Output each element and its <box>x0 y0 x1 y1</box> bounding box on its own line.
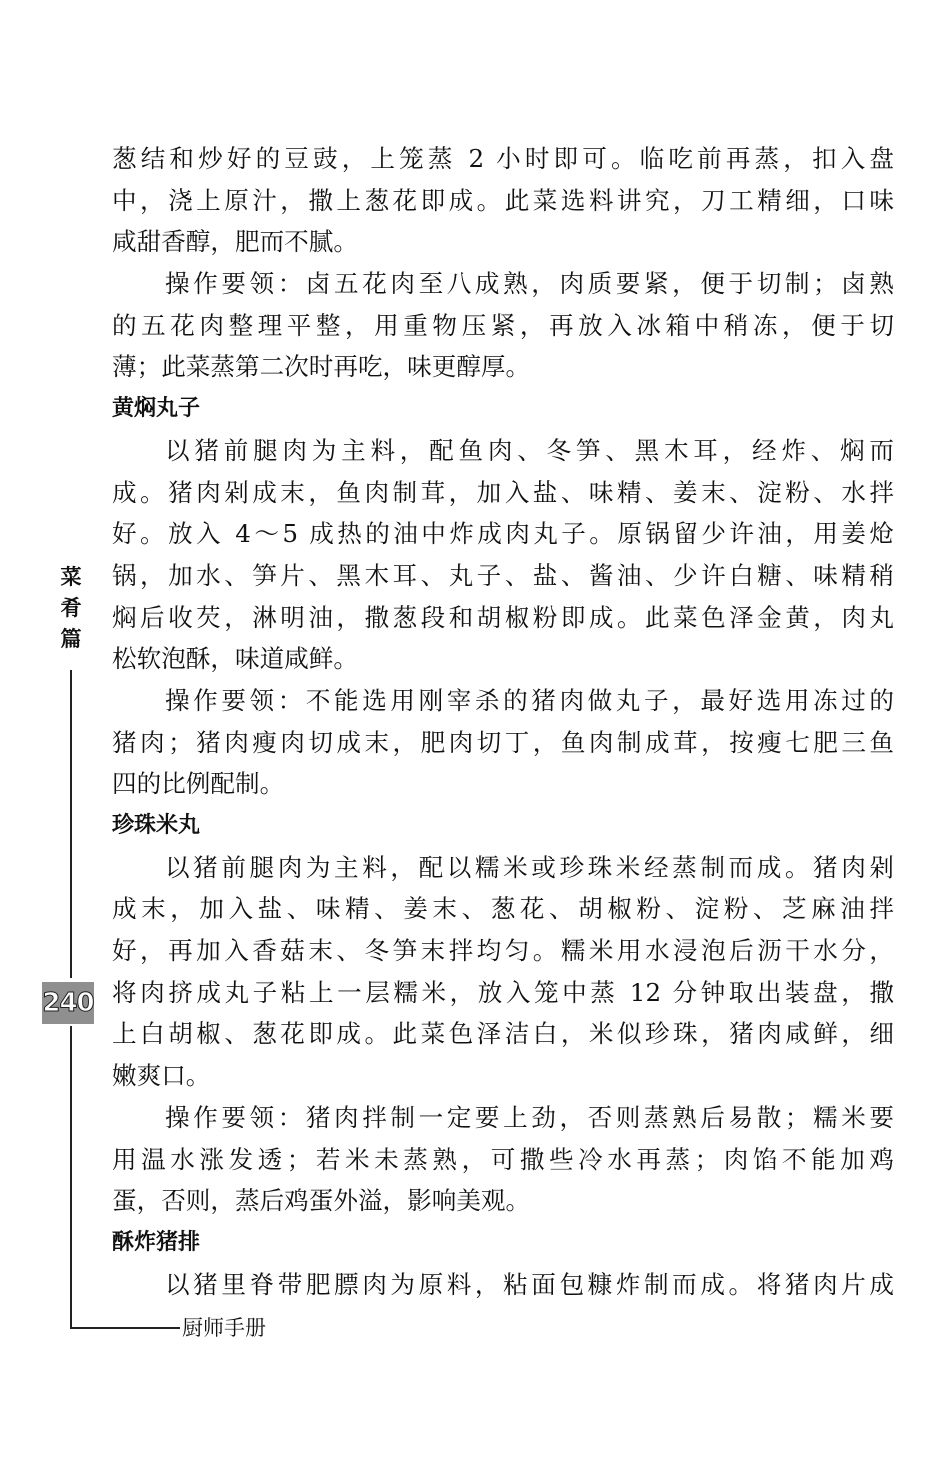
text-line: 葱结和炒好的豆豉，上笼蒸 2 小时即可。临吃前再蒸，扣入盘 <box>112 144 894 173</box>
dish-description <box>112 847 894 1097</box>
text-line: 蛋，否则，蒸后鸡蛋外溢，影响美观。 <box>112 1186 531 1216</box>
text-line: 将肉挤成丸子粘上一层糯米，放入笼中蒸 12 分钟取出装盘，撒 <box>112 977 894 1007</box>
text-line: 咸甜香醇，肥而不腻。 <box>112 227 358 257</box>
dish-title: 珍珠米丸 <box>112 813 201 838</box>
text-line: 薄；此菜蒸第二次时再吃，味更醇厚。 <box>112 352 531 382</box>
section-char: 篇 <box>60 627 82 651</box>
book-title: 厨师手册 <box>182 1316 266 1340</box>
text-line: 操作要领：猪肉拌制一定要上劲，否则蒸熟后易散；糯米要 <box>165 1102 894 1132</box>
text-line: 好。放入 4～5 成热的油中炸成肉丸子。原锅留少许油，用姜炝 <box>112 519 894 549</box>
text-line: 操作要领：不能选用刚宰杀的猪肉做丸子，最好选用冻过的 <box>165 685 894 715</box>
text-line: 成。猪肉剁成末，鱼肉制茸，加入盐、味精、姜末、淀粉、水拌 <box>112 477 894 507</box>
intro-paragraph <box>112 138 894 263</box>
text-line: 以猪里脊带肥膘肉为原料，粘面包糠炸制而成。将猪肉片成 <box>165 1269 894 1299</box>
text-line: 猪肉；猪肉瘦肉切成末，肥肉切丁，鱼肉制成茸，按瘦七肥三鱼 <box>112 727 894 757</box>
text-line: 上白胡椒、葱花即成。此菜色泽洁白，米似珍珠，猪肉咸鲜，细 <box>112 1019 894 1049</box>
dish-description <box>112 430 894 680</box>
footer-rule <box>70 1327 180 1329</box>
dish-title: 酥炸猪排 <box>112 1229 201 1255</box>
text-line: 锅，加水、笋片、黑木耳、丸子、盐、酱油、少许白糖、味精稍 <box>112 560 894 590</box>
dish-description <box>112 1264 894 1306</box>
text-line: 的五花肉整理平整，用重物压紧，再放入冰箱中稍冻，便于切 <box>112 310 894 340</box>
dish-tips <box>112 680 894 805</box>
text-line: 以猪前腿肉为主料，配以糯米或珍珠米经蒸制而成。猪肉剁 <box>165 852 894 882</box>
text-line: 好，再加入香菇末、冬笋末拌均匀。糯米用水浸泡后沥干水分， <box>112 936 894 966</box>
margin-rule-top <box>70 670 72 978</box>
sidebar-section-label <box>58 562 84 655</box>
text-line: 松软泡酥，味道咸鲜。 <box>112 644 358 674</box>
text-line: 用温水涨发透；若米未蒸熟，可撒些冷水再蒸；肉馅不能加鸡 <box>112 1144 894 1174</box>
section-char: 菜 <box>60 565 82 589</box>
text-line: 嫩爽口。 <box>112 1061 211 1091</box>
intro-tips-paragraph <box>112 263 894 388</box>
margin-rule-bottom <box>70 1026 72 1328</box>
dish-title: 黄焖丸子 <box>112 396 201 422</box>
page-number: 240 <box>42 988 94 1018</box>
text-line: 四的比例配制。 <box>112 769 285 799</box>
text-line: 中，浇上原汁，撒上葱花即成。此菜选料讲究，刀工精细，口味 <box>112 185 894 215</box>
text-line: 焖后收芡，淋明油，撒葱段和胡椒粉即成。此菜色泽金黄，肉丸 <box>112 602 894 632</box>
page-body <box>112 138 894 1305</box>
dish-tips <box>112 1097 894 1222</box>
text-line: 以猪前腿肉为主料，配鱼肉、冬笋、黑木耳，经炸、焖而 <box>165 435 894 465</box>
text-line: 成末，加入盐、味精、姜末、葱花、胡椒粉、淀粉、芝麻油拌 <box>112 894 894 924</box>
section-char: 肴 <box>60 596 82 620</box>
text-line: 操作要领：卤五花肉至八成熟，肉质要紧，便于切制；卤熟 <box>165 269 894 299</box>
